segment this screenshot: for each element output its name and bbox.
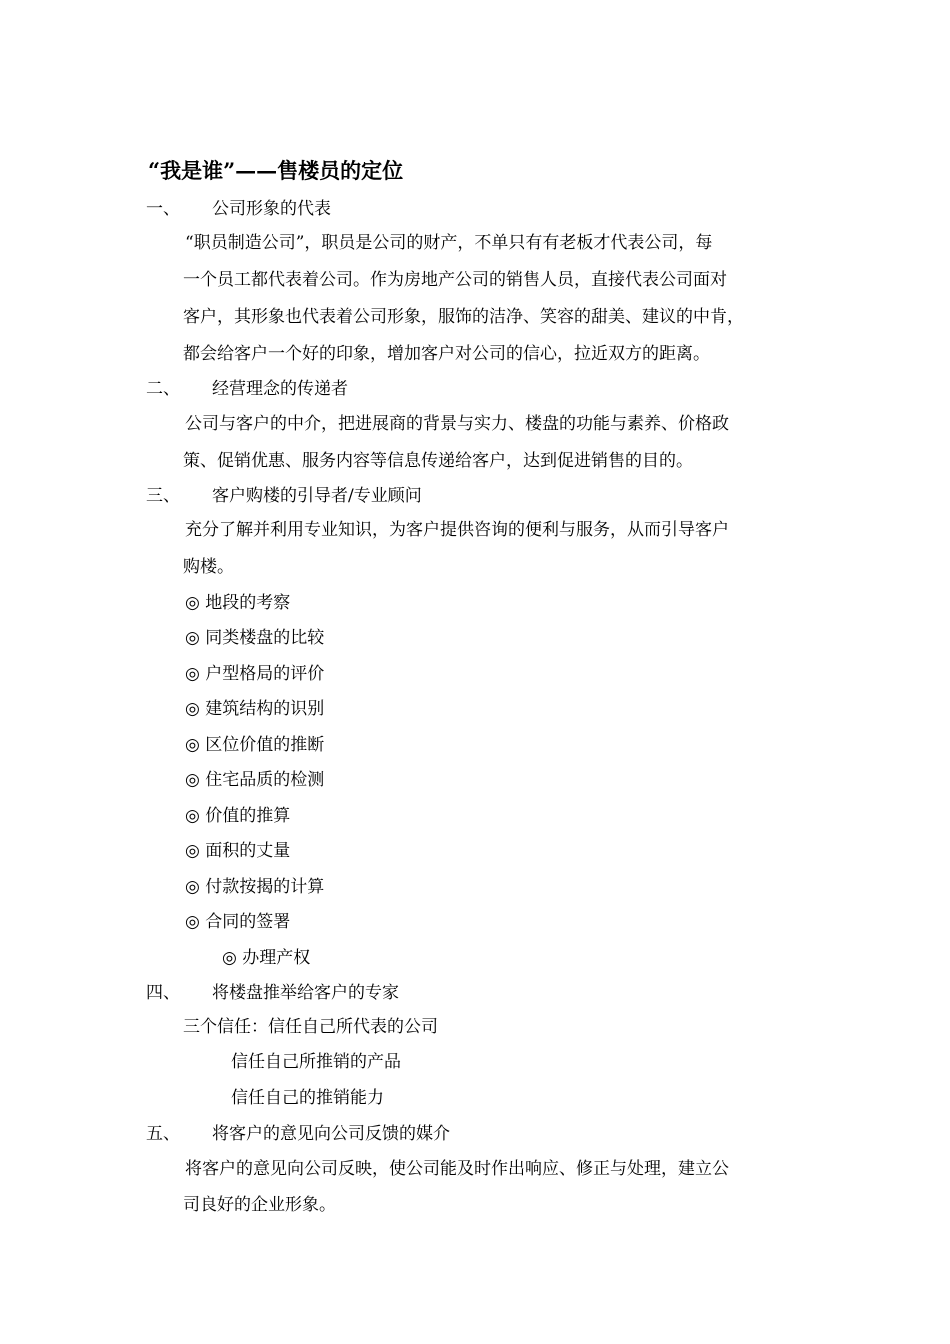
paragraph-line: 都会给客户一个好的印象，增加客户对公司的信心，拉近双方的距离。 xyxy=(183,344,710,364)
section-title: 将楼盘推举给客户的专家 xyxy=(212,983,399,1003)
paragraph-line: 司良好的企业形象。 xyxy=(183,1195,336,1215)
section-title: 客户购楼的引导者/专业顾问 xyxy=(212,486,422,506)
trust-line: 信任自己所推销的产品 xyxy=(231,1052,401,1072)
paragraph-line: “职员制造公司”，职员是公司的财产，不单只有有老板才代表公司，每 xyxy=(185,233,713,253)
trust-line: 信任自己的推销能力 xyxy=(231,1088,384,1108)
list-item: ◎ 户型格局的评价 xyxy=(185,664,325,684)
list-item: ◎ 同类楼盘的比较 xyxy=(185,628,325,648)
section-number: 三、 xyxy=(146,486,180,506)
section-heading-3 xyxy=(146,484,422,508)
section-number: 二、 xyxy=(146,379,180,399)
paragraph-line: 将客户的意见向公司反映，使公司能及时作出响应、修正与处理，建立公 xyxy=(185,1159,729,1179)
list-item: ◎ 办理产权 xyxy=(222,948,311,968)
paragraph-line: 策、促销优惠、服务内容等信息传递给客户，达到促进销售的目的。 xyxy=(183,451,693,471)
paragraph-line: 一个员工都代表着公司。作为房地产公司的销售人员，直接代表公司面对 xyxy=(183,270,727,290)
paragraph-line: 购楼。 xyxy=(183,557,234,577)
section-heading-4 xyxy=(146,981,399,1005)
list-item: ◎ 合同的签署 xyxy=(185,912,291,932)
list-item: ◎ 面积的丈量 xyxy=(185,841,291,861)
page-title: “我是谁”——售楼员的定位 xyxy=(148,158,404,183)
list-item: ◎ 付款按揭的计算 xyxy=(185,877,325,897)
list-item: ◎ 住宅品质的检测 xyxy=(185,770,325,790)
section-title: 公司形象的代表 xyxy=(212,199,331,219)
section-number: 四、 xyxy=(146,983,180,1003)
paragraph-line: 充分了解并利用专业知识，为客户提供咨询的便利与服务，从而引导客户 xyxy=(185,520,729,540)
list-item: ◎ 区位价值的推断 xyxy=(185,735,325,755)
list-item: ◎ 建筑结构的识别 xyxy=(185,699,325,719)
section-heading-5 xyxy=(146,1122,450,1146)
paragraph-line: 公司与客户的中介，把进展商的背景与实力、楼盘的功能与素养、价格政 xyxy=(185,414,729,434)
section-title: 将客户的意见向公司反馈的媒介 xyxy=(212,1124,450,1144)
list-item: ◎ 价值的推算 xyxy=(185,806,291,826)
section-heading-2 xyxy=(146,377,348,401)
paragraph-line: 客户，其形象也代表着公司形象，服饰的洁净、笑容的甜美、建议的中肯， xyxy=(183,307,744,327)
section-number: 五、 xyxy=(146,1124,180,1144)
section-heading-1 xyxy=(146,197,331,221)
list-item: ◎ 地段的考察 xyxy=(185,593,291,613)
section-number: 一、 xyxy=(146,199,180,219)
section-title: 经营理念的传递者 xyxy=(212,379,348,399)
trust-line: 三个信任：信任自己所代表的公司 xyxy=(183,1017,438,1037)
